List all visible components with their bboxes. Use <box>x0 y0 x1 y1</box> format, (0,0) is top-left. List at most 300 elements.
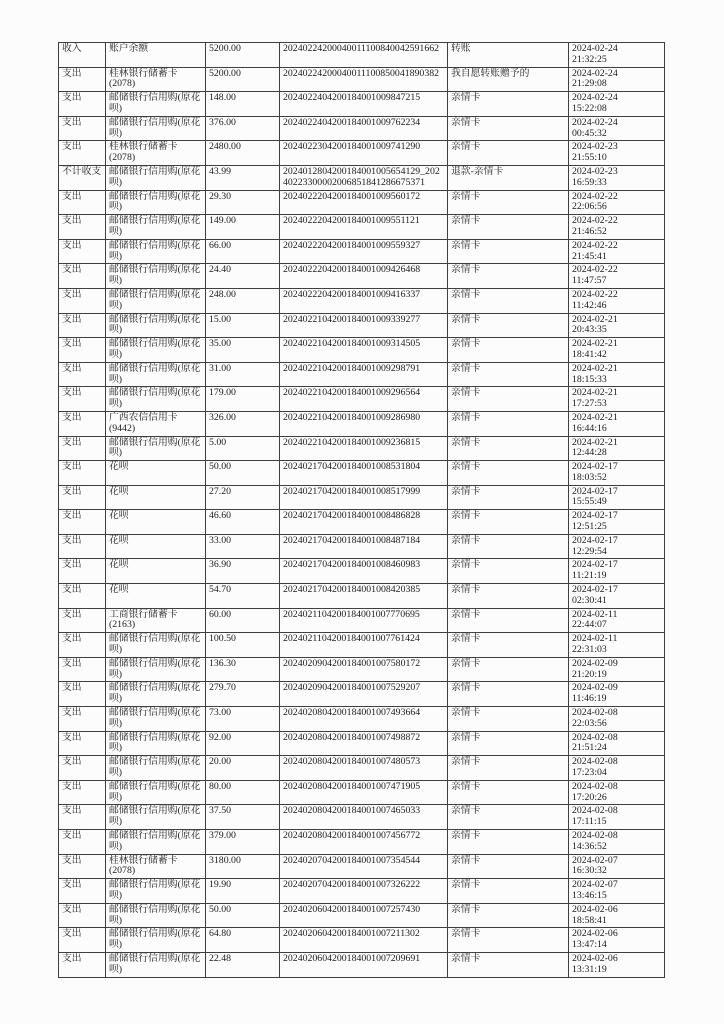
cell-datetime <box>569 534 665 559</box>
date-line: 2024-02-08 <box>572 780 618 792</box>
cell-transaction-id: 20240224200040011100840042591662 <box>280 43 448 68</box>
cell-category: 亲情卡 <box>448 952 569 977</box>
cell-category: 亲情卡 <box>448 584 569 609</box>
cell-category: 亲情卡 <box>448 338 569 363</box>
cell-account-name: 邮储银行信用购(原花呗) <box>106 731 206 756</box>
date-line: 2024-02-08 <box>572 756 618 768</box>
cell-transaction-id: 2024020804200184001007456772 <box>280 830 448 855</box>
cell-account-name: 邮储银行信用购(原花呗) <box>106 780 206 805</box>
cell-transaction-id: 2024021704200184001008420385 <box>280 584 448 609</box>
cell-account-name: 邮储银行信用购(原花呗) <box>106 436 206 461</box>
cell-datetime <box>569 43 665 68</box>
cell-datetime <box>569 116 665 141</box>
date-line: 2024-02-23 <box>572 141 618 153</box>
time-line: 17:11:15 <box>572 816 607 828</box>
cell-category: 亲情卡 <box>448 313 569 338</box>
table-row <box>59 92 665 117</box>
cell-category: 亲情卡 <box>448 633 569 658</box>
cell-flow-type: 支出 <box>59 879 106 904</box>
table-row <box>59 879 665 904</box>
cell-flow-type: 支出 <box>59 584 106 609</box>
cell-transaction-id: 2024021704200184001008460983 <box>280 559 448 584</box>
transaction-table <box>58 42 665 978</box>
table-row <box>59 215 665 240</box>
cell-transaction-id: 2024020804200184001007498872 <box>280 731 448 756</box>
cell-account-name: 邮储银行信用购(原花呗) <box>106 830 206 855</box>
cell-flow-type: 支出 <box>59 608 106 633</box>
cell-datetime <box>569 584 665 609</box>
cell-transaction-id: 2024021704200184001008531804 <box>280 461 448 486</box>
cell-datetime <box>569 952 665 977</box>
cell-amount: 29.30 <box>206 190 280 215</box>
table-row <box>59 633 665 658</box>
cell-category: 亲情卡 <box>448 854 569 879</box>
date-line: 2024-02-22 <box>572 239 618 251</box>
cell-transaction-id: 2024021704200184001008517999 <box>280 485 448 510</box>
time-line: 11:21:19 <box>572 570 607 582</box>
table-row <box>59 239 665 264</box>
table-row <box>59 411 665 436</box>
cell-category: 亲情卡 <box>448 141 569 166</box>
cell-transaction-id: 2024020704200184001007354544 <box>280 854 448 879</box>
cell-transaction-id: 2024022104200184001009286980 <box>280 411 448 436</box>
cell-account-name: 花呗 <box>106 461 206 486</box>
cell-transaction-id: 2024021104200184001007770695 <box>280 608 448 633</box>
table-row <box>59 780 665 805</box>
cell-transaction-id: 2024020904200184001007580172 <box>280 657 448 682</box>
cell-amount: 5.00 <box>206 436 280 461</box>
cell-datetime <box>569 608 665 633</box>
time-line: 21:51:24 <box>572 742 607 754</box>
time-line: 22:03:56 <box>572 717 607 729</box>
cell-flow-type: 支出 <box>59 682 106 707</box>
date-line: 2024-02-11 <box>572 608 618 620</box>
cell-transaction-id: 2024020704200184001007326222 <box>280 879 448 904</box>
table-row <box>59 534 665 559</box>
table-row <box>59 830 665 855</box>
cell-transaction-id: 2024022404200184001009847215 <box>280 92 448 117</box>
cell-account-name: 邮储银行信用购(原花呗) <box>106 165 206 190</box>
cell-transaction-id: 2024022104200184001009296564 <box>280 387 448 412</box>
cell-flow-type: 支出 <box>59 67 106 92</box>
cell-category: 亲情卡 <box>448 707 569 732</box>
cell-category: 亲情卡 <box>448 239 569 264</box>
table-row <box>59 805 665 830</box>
cell-account-name: 邮储银行信用购(原花呗) <box>106 215 206 240</box>
cell-flow-type: 支出 <box>59 756 106 781</box>
cell-flow-type: 支出 <box>59 362 106 387</box>
time-line: 22:06:56 <box>572 201 607 213</box>
time-line: 13:31:19 <box>572 963 607 975</box>
cell-amount: 149.00 <box>206 215 280 240</box>
cell-account-name: 花呗 <box>106 485 206 510</box>
cell-flow-type: 支出 <box>59 313 106 338</box>
table-row <box>59 436 665 461</box>
table-row <box>59 338 665 363</box>
date-line: 2024-02-21 <box>572 313 618 325</box>
cell-amount: 43.99 <box>206 165 280 190</box>
table-row <box>59 264 665 289</box>
time-line: 21:55:10 <box>572 152 607 164</box>
cell-transaction-id: 2024021704200184001008487184 <box>280 534 448 559</box>
cell-datetime <box>569 141 665 166</box>
cell-flow-type: 支出 <box>59 657 106 682</box>
cell-category: 亲情卡 <box>448 288 569 313</box>
cell-account-name: 邮储银行信用购(原花呗) <box>106 756 206 781</box>
cell-category: 亲情卡 <box>448 411 569 436</box>
table-row <box>59 731 665 756</box>
table-row <box>59 485 665 510</box>
cell-account-name: 邮储银行信用购(原花呗) <box>106 682 206 707</box>
time-line: 00:45:32 <box>572 127 607 139</box>
cell-account-name: 邮储银行信用购(原花呗) <box>106 264 206 289</box>
cell-flow-type: 支出 <box>59 707 106 732</box>
cell-account-name: 邮储银行信用购(原花呗) <box>106 92 206 117</box>
cell-amount: 5200.00 <box>206 67 280 92</box>
cell-account-name: 邮储银行信用购(原花呗) <box>106 657 206 682</box>
cell-amount: 376.00 <box>206 116 280 141</box>
cell-transaction-id: 2024020804200184001007480573 <box>280 756 448 781</box>
time-line: 21:20:19 <box>572 668 607 680</box>
cell-datetime <box>569 830 665 855</box>
cell-flow-type: 支出 <box>59 854 106 879</box>
table-row <box>59 584 665 609</box>
table-row <box>59 756 665 781</box>
date-line: 2024-02-08 <box>572 830 618 841</box>
cell-transaction-id: 2024022404200184001009762234 <box>280 116 448 141</box>
cell-amount: 54.70 <box>206 584 280 609</box>
cell-flow-type: 支出 <box>59 830 106 855</box>
cell-category: 亲情卡 <box>448 264 569 289</box>
time-line: 22:31:03 <box>572 644 607 656</box>
date-line: 2024-02-06 <box>572 903 618 915</box>
cell-datetime <box>569 411 665 436</box>
table-row <box>59 116 665 141</box>
time-line: 21:46:52 <box>572 225 607 237</box>
transaction-table-body <box>59 43 665 978</box>
cell-account-name: 广西农信信用卡(9442) <box>106 411 206 436</box>
cell-datetime <box>569 780 665 805</box>
date-line: 2024-02-22 <box>572 288 618 300</box>
date-line: 2024-02-17 <box>572 510 618 522</box>
time-line: 21:32:25 <box>572 53 607 65</box>
cell-flow-type: 支出 <box>59 805 106 830</box>
date-line: 2024-02-17 <box>572 461 618 473</box>
cell-flow-type: 支出 <box>59 928 106 953</box>
time-line: 16:44:16 <box>572 422 607 434</box>
cell-category: 退款-亲情卡 <box>448 165 569 190</box>
cell-amount: 136.30 <box>206 657 280 682</box>
cell-datetime <box>569 436 665 461</box>
time-line: 17:20:26 <box>572 791 607 803</box>
date-line: 2024-02-21 <box>572 436 618 448</box>
cell-account-name: 邮储银行信用购(原花呗) <box>106 879 206 904</box>
table-row <box>59 608 665 633</box>
cell-flow-type: 支出 <box>59 731 106 756</box>
time-line: 02:30:41 <box>572 594 607 606</box>
cell-amount: 36.90 <box>206 559 280 584</box>
cell-amount: 22.48 <box>206 952 280 977</box>
cell-datetime <box>569 682 665 707</box>
cell-flow-type: 不计收支 <box>59 165 106 190</box>
table-row <box>59 854 665 879</box>
cell-flow-type: 支出 <box>59 338 106 363</box>
cell-datetime <box>569 67 665 92</box>
date-line: 2024-02-06 <box>572 952 618 964</box>
date-line: 2024-02-08 <box>572 707 618 719</box>
cell-flow-type: 支出 <box>59 461 106 486</box>
cell-account-name: 邮储银行信用购(原花呗) <box>106 362 206 387</box>
date-line: 2024-02-21 <box>572 338 618 350</box>
cell-datetime <box>569 731 665 756</box>
table-row <box>59 903 665 928</box>
table-row <box>59 190 665 215</box>
cell-transaction-id: 2024020904200184001007529207 <box>280 682 448 707</box>
cell-account-name: 花呗 <box>106 559 206 584</box>
cell-transaction-id: 2024021104200184001007761424 <box>280 633 448 658</box>
time-line: 16:30:32 <box>572 865 607 877</box>
date-line: 2024-02-21 <box>572 411 618 423</box>
time-line: 18:15:33 <box>572 373 607 385</box>
time-line: 12:29:54 <box>572 545 607 557</box>
cell-transaction-id: 2024020804200184001007465033 <box>280 805 448 830</box>
time-line: 13:47:14 <box>572 939 607 951</box>
cell-flow-type: 支出 <box>59 116 106 141</box>
time-line: 15:55:49 <box>572 496 607 508</box>
cell-flow-type: 收入 <box>59 43 106 68</box>
cell-category: 我自愿转账赠予的 <box>448 67 569 92</box>
cell-category: 亲情卡 <box>448 657 569 682</box>
table-row <box>59 510 665 535</box>
table-row <box>59 313 665 338</box>
cell-category: 亲情卡 <box>448 485 569 510</box>
cell-amount: 66.00 <box>206 239 280 264</box>
cell-account-name: 工商银行储蓄卡(2163) <box>106 608 206 633</box>
cell-flow-type: 支出 <box>59 215 106 240</box>
cell-category: 亲情卡 <box>448 215 569 240</box>
cell-account-name: 邮储银行信用购(原花呗) <box>106 633 206 658</box>
cell-transaction-id: 2024020604200184001007211302 <box>280 928 448 953</box>
time-line: 21:45:41 <box>572 250 607 262</box>
cell-amount: 326.00 <box>206 411 280 436</box>
cell-datetime <box>569 928 665 953</box>
cell-category: 亲情卡 <box>448 780 569 805</box>
time-line: 12:51:25 <box>572 521 607 533</box>
time-line: 11:47:57 <box>572 275 607 287</box>
cell-transaction-id: 2024020804200184001007471905 <box>280 780 448 805</box>
cell-category: 转账 <box>448 43 569 68</box>
cell-category: 亲情卡 <box>448 190 569 215</box>
time-line: 16:59:33 <box>572 176 607 188</box>
cell-account-name: 邮储银行信用购(原花呗) <box>106 116 206 141</box>
cell-category: 亲情卡 <box>448 805 569 830</box>
cell-category: 亲情卡 <box>448 116 569 141</box>
date-line: 2024-02-24 <box>572 43 618 54</box>
cell-amount: 92.00 <box>206 731 280 756</box>
cell-account-name: 邮储银行信用购(原花呗) <box>106 928 206 953</box>
cell-datetime <box>569 313 665 338</box>
cell-transaction-id: 2024022104200184001009314505 <box>280 338 448 363</box>
cell-amount: 37.50 <box>206 805 280 830</box>
cell-flow-type: 支出 <box>59 780 106 805</box>
cell-amount: 35.00 <box>206 338 280 363</box>
time-line: 15:22:08 <box>572 102 607 114</box>
cell-datetime <box>569 657 665 682</box>
cell-datetime <box>569 387 665 412</box>
cell-category: 亲情卡 <box>448 534 569 559</box>
cell-transaction-id: 2024021704200184001008486828 <box>280 510 448 535</box>
cell-datetime <box>569 633 665 658</box>
cell-account-name: 桂林银行储蓄卡(2078) <box>106 854 206 879</box>
table-row <box>59 67 665 92</box>
cell-flow-type: 支出 <box>59 559 106 584</box>
time-line: 11:46:19 <box>572 693 607 705</box>
table-row <box>59 362 665 387</box>
cell-amount: 248.00 <box>206 288 280 313</box>
cell-transaction-id: 2024022104200184001009236815 <box>280 436 448 461</box>
cell-flow-type: 支出 <box>59 190 106 215</box>
cell-datetime <box>569 264 665 289</box>
cell-transaction-id: 2024022104200184001009339277 <box>280 313 448 338</box>
cell-datetime <box>569 338 665 363</box>
cell-datetime <box>569 485 665 510</box>
table-row <box>59 657 665 682</box>
time-line: 18:03:52 <box>572 471 607 483</box>
cell-account-name: 邮储银行信用购(原花呗) <box>106 903 206 928</box>
cell-amount: 33.00 <box>206 534 280 559</box>
table-row <box>59 928 665 953</box>
cell-datetime <box>569 362 665 387</box>
cell-datetime <box>569 756 665 781</box>
cell-flow-type: 支出 <box>59 92 106 117</box>
date-line: 2024-02-23 <box>572 165 618 177</box>
cell-transaction-id: 2024022204200184001009426468 <box>280 264 448 289</box>
cell-flow-type: 支出 <box>59 903 106 928</box>
date-line: 2024-02-17 <box>572 559 618 571</box>
cell-category: 亲情卡 <box>448 682 569 707</box>
table-row <box>59 141 665 166</box>
cell-datetime <box>569 92 665 117</box>
table-row <box>59 707 665 732</box>
cell-account-name: 邮储银行信用购(原花呗) <box>106 805 206 830</box>
time-line: 20:43:35 <box>572 324 607 336</box>
cell-amount: 19.90 <box>206 879 280 904</box>
time-line: 12:44:28 <box>572 447 607 459</box>
cell-datetime <box>569 510 665 535</box>
cell-account-name: 花呗 <box>106 534 206 559</box>
cell-amount: 50.00 <box>206 461 280 486</box>
cell-datetime <box>569 805 665 830</box>
cell-amount: 73.00 <box>206 707 280 732</box>
cell-datetime <box>569 190 665 215</box>
cell-category: 亲情卡 <box>448 731 569 756</box>
cell-amount: 31.00 <box>206 362 280 387</box>
date-line: 2024-02-17 <box>572 485 618 497</box>
date-line: 2024-02-24 <box>572 116 618 128</box>
cell-datetime <box>569 239 665 264</box>
date-line: 2024-02-17 <box>572 534 618 546</box>
time-line: 21:29:08 <box>572 78 607 90</box>
cell-account-name: 邮储银行信用购(原花呗) <box>106 239 206 264</box>
time-line: 18:58:41 <box>572 914 607 926</box>
cell-category: 亲情卡 <box>448 436 569 461</box>
cell-amount: 279.70 <box>206 682 280 707</box>
table-row <box>59 682 665 707</box>
cell-amount: 3180.00 <box>206 854 280 879</box>
cell-category: 亲情卡 <box>448 559 569 584</box>
cell-transaction-id: 2024020604200184001007257430 <box>280 903 448 928</box>
cell-amount: 5200.00 <box>206 43 280 68</box>
cell-flow-type: 支出 <box>59 534 106 559</box>
date-line: 2024-02-09 <box>572 657 618 669</box>
cell-amount: 27.20 <box>206 485 280 510</box>
cell-account-name: 邮储银行信用购(原花呗) <box>106 190 206 215</box>
cell-flow-type: 支出 <box>59 387 106 412</box>
cell-amount: 148.00 <box>206 92 280 117</box>
cell-flow-type: 支出 <box>59 485 106 510</box>
date-line: 2024-02-07 <box>572 879 618 891</box>
date-line: 2024-02-17 <box>572 584 618 596</box>
cell-amount: 80.00 <box>206 780 280 805</box>
table-row <box>59 952 665 977</box>
cell-amount: 379.00 <box>206 830 280 855</box>
date-line: 2024-02-21 <box>572 362 618 374</box>
cell-account-name: 桂林银行储蓄卡(2078) <box>106 141 206 166</box>
cell-account-name: 邮储银行信用购(原花呗) <box>106 387 206 412</box>
date-line: 2024-02-09 <box>572 682 618 694</box>
date-line: 2024-02-06 <box>572 928 618 940</box>
date-line: 2024-02-22 <box>572 190 618 202</box>
date-line: 2024-02-11 <box>572 633 618 645</box>
date-line: 2024-02-21 <box>572 387 618 399</box>
cell-transaction-id: 2024020804200184001007493664 <box>280 707 448 732</box>
date-line: 2024-02-22 <box>572 215 618 227</box>
time-line: 11:42:46 <box>572 299 607 311</box>
cell-amount: 46.60 <box>206 510 280 535</box>
cell-transaction-id: 2024022204200184001009416337 <box>280 288 448 313</box>
cell-category: 亲情卡 <box>448 461 569 486</box>
cell-amount: 50.00 <box>206 903 280 928</box>
cell-category: 亲情卡 <box>448 387 569 412</box>
cell-datetime <box>569 215 665 240</box>
cell-amount: 2480.00 <box>206 141 280 166</box>
date-line: 2024-02-08 <box>572 805 618 817</box>
cell-category: 亲情卡 <box>448 756 569 781</box>
cell-category: 亲情卡 <box>448 362 569 387</box>
cell-transaction-id: 2024022304200184001009741290 <box>280 141 448 166</box>
date-line: 2024-02-08 <box>572 731 618 743</box>
cell-flow-type: 支出 <box>59 411 106 436</box>
cell-datetime <box>569 707 665 732</box>
time-line: 14:36:52 <box>572 840 607 852</box>
cell-transaction-id: 2024022204200184001009551121 <box>280 215 448 240</box>
date-line: 2024-02-24 <box>572 92 618 104</box>
date-line: 2024-02-07 <box>572 854 618 866</box>
table-row <box>59 387 665 412</box>
date-line: 2024-02-22 <box>572 264 618 276</box>
cell-flow-type: 支出 <box>59 141 106 166</box>
cell-datetime <box>569 903 665 928</box>
cell-transaction-id: 2024012804200184001005654129_20240223300002006851841286675371 <box>280 165 448 190</box>
cell-account-name: 桂林银行储蓄卡(2078) <box>106 67 206 92</box>
cell-category: 亲情卡 <box>448 928 569 953</box>
cell-account-name: 邮储银行信用购(原花呗) <box>106 338 206 363</box>
cell-flow-type: 支出 <box>59 239 106 264</box>
cell-account-name: 花呗 <box>106 584 206 609</box>
cell-amount: 100.50 <box>206 633 280 658</box>
table-row <box>59 288 665 313</box>
cell-amount: 60.00 <box>206 608 280 633</box>
